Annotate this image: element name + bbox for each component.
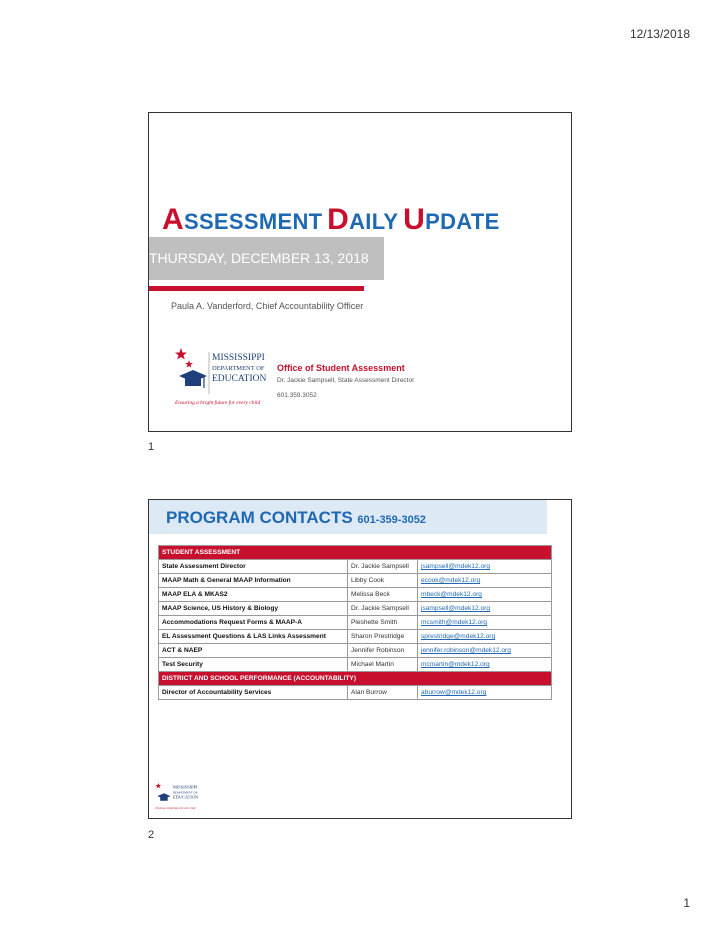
slide-number: 2: [148, 829, 155, 841]
contact-role: MAAP ELA & MKAS2: [159, 588, 348, 602]
contact-role: MAAP Science, US History & Biology: [159, 602, 348, 616]
contact-email-link[interactable]: jennifer.robinson@mdek12.org: [418, 644, 552, 658]
title-letter-u: U: [403, 203, 426, 236]
svg-text:Ensuring a bright future for e: Ensuring a bright future for every child: [155, 807, 196, 811]
table-row: [159, 644, 552, 658]
contact-name: Melissa Beck: [348, 588, 418, 602]
contact-email-link[interactable]: mbeck@mdek12.org: [418, 588, 552, 602]
contact-email-link[interactable]: mcsmith@mdek12.org: [418, 616, 552, 630]
contact-role: Test Security: [159, 658, 348, 672]
title-word-assessment: SSESSMENT: [183, 209, 323, 234]
table-row: [159, 602, 552, 616]
contact-role: Accommodations Request Forms & MAAP-A: [159, 616, 348, 630]
office-director: Dr. Jackie Sampsell, State Assessment Director: [277, 377, 415, 384]
section-title: DISTRICT AND SCHOOL PERFORMANCE (ACCOUNTABILITY): [159, 672, 552, 686]
table-row: [159, 630, 552, 644]
table-row: [159, 686, 552, 700]
office-title: Office of Student Assessment: [277, 363, 405, 373]
svg-text:MISSISSIPPI: MISSISSIPPI: [212, 353, 265, 363]
contact-role: Director of Accountability Services: [159, 686, 348, 700]
svg-text:EDUCATION: EDUCATION: [172, 794, 199, 800]
contact-name: Dr. Jackie Sampsell: [348, 560, 418, 574]
contact-email-link[interactable]: mcmartin@mdek12.org: [418, 658, 552, 672]
section-title: STUDENT ASSESSMENT: [159, 546, 552, 560]
section-header-row: [159, 672, 552, 686]
slide-heading: [166, 508, 426, 528]
office-phone: 601.359.3052: [277, 392, 317, 399]
svg-text:MISSISSIPPI: MISSISSIPPI: [172, 784, 198, 790]
heading-title: PROGRAM CONTACTS: [166, 508, 353, 527]
contact-name: Dr. Jackie Sampsell: [348, 602, 418, 616]
contact-email-link[interactable]: ecook@mdek12.org: [418, 574, 552, 588]
slide-title: [148, 112, 572, 432]
contact-name: Jennifer Robinson: [348, 644, 418, 658]
slide-number: 1: [148, 441, 155, 453]
page-date: 12/13/2018: [629, 27, 690, 41]
slide-program-contacts: [148, 499, 572, 819]
page-number: 1: [683, 896, 690, 910]
office-info: [277, 363, 414, 407]
table-row: [159, 616, 552, 630]
contact-role: State Assessment Director: [159, 560, 348, 574]
contact-name: Sharon Prestridge: [348, 630, 418, 644]
accent-bar: [149, 286, 364, 291]
contact-email-link[interactable]: aburrow@mdek12.org: [418, 686, 552, 700]
contact-role: ACT & NAEP: [159, 644, 348, 658]
contact-name: Libby Cook: [348, 574, 418, 588]
star-icon: [175, 348, 187, 360]
svg-text:EDUCATION: EDUCATION: [212, 374, 267, 384]
presenter-name: Paula A. Vanderford, Chief Accountability Officer: [171, 301, 364, 311]
star-icon: [156, 783, 162, 788]
heading-phone: 601-359-3052: [357, 514, 426, 526]
contact-role: MAAP Math & General MAAP Information: [159, 574, 348, 588]
title-word-daily: AILY: [349, 209, 399, 234]
contact-name: Alan Burrow: [348, 686, 418, 700]
slide-date: THURSDAY, DECEMBER 13, 2018: [149, 237, 384, 280]
contact-role: EL Assessment Questions & LAS Links Assessment: [159, 630, 348, 644]
svg-text:DEPARTMENT OF: DEPARTMENT OF: [172, 790, 198, 795]
table-row: [159, 658, 552, 672]
table-row: [159, 574, 552, 588]
table-row: [159, 588, 552, 602]
slide-title-heading: [162, 203, 500, 237]
contact-name: Pleshette Smith: [348, 616, 418, 630]
title-letter-d: D: [327, 203, 350, 236]
mde-logo: [173, 346, 273, 410]
contact-email-link[interactable]: jsampsell@mdek12.org: [418, 560, 552, 574]
contact-email-link[interactable]: jsampsell@mdek12.org: [418, 602, 552, 616]
mde-logo-small: [154, 782, 202, 812]
svg-text:Ensuring a bright future for e: Ensuring a bright future for every child: [175, 400, 261, 406]
star-icon: [185, 360, 193, 368]
svg-text:DEPARTMENT OF: DEPARTMENT OF: [212, 365, 265, 372]
contact-name: Michael Martin: [348, 658, 418, 672]
table-row: [159, 560, 552, 574]
title-word-update: PDATE: [425, 209, 500, 234]
contact-email-link[interactable]: sprestridge@mdek12.org: [418, 630, 552, 644]
title-letter-a: A: [162, 203, 184, 236]
section-header-row: [159, 546, 552, 560]
contacts-table: [158, 545, 552, 700]
